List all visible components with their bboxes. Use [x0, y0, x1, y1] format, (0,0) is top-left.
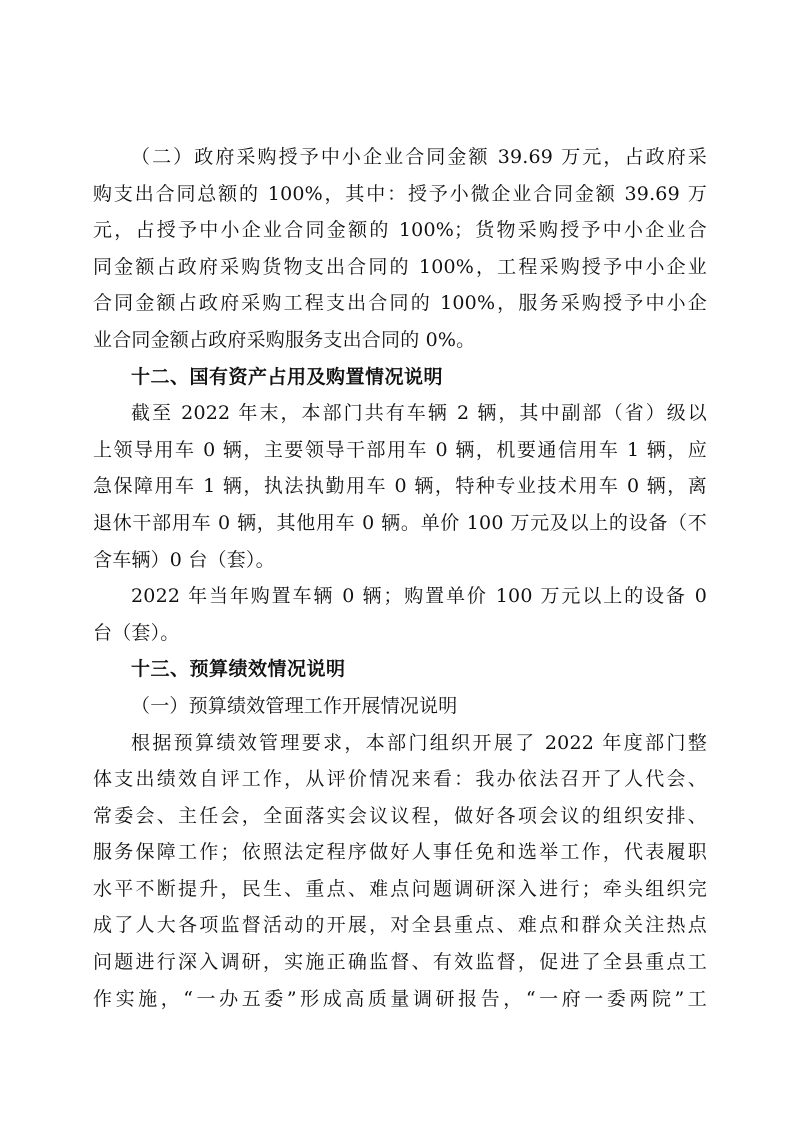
- section-heading-performance: 十三、预算绩效情况说明: [131, 658, 346, 681]
- procurement-paragraph-line: 购支出合同总额的 100%，其中：授予小微企业合同金额 39.69 万: [93, 182, 707, 205]
- purchase-paragraph-line: 2022 年当年购置车辆 0 辆；购置单价 100 万元以上的设备 0: [131, 585, 707, 608]
- procurement-paragraph-line: 合同金额占政府采购工程支出合同的 100%，服务采购授予中小企: [93, 292, 707, 315]
- performance-paragraph-line: 服务保障工作；依照法定程序做好人事任免和选举工作，代表履职: [93, 841, 707, 864]
- procurement-paragraph-line: 元，占授予中小企业合同金额的 100%；货物采购授予中小企业合: [93, 219, 707, 242]
- performance-paragraph-line: 体支出绩效自评工作，从评价情况来看：我办依法召开了人代会、: [93, 768, 707, 791]
- performance-paragraph-line: 成了人大各项监督活动的开展，对全县重点、难点和群众关注热点: [93, 914, 707, 937]
- assets-paragraph-line: 含车辆）0 台（套）。: [93, 548, 275, 571]
- performance-paragraph-line: 根据预算绩效管理要求，本部门组织开展了 2022 年度部门整: [131, 731, 707, 754]
- performance-paragraph-line: 水平不断提升，民生、重点、难点问题调研深入进行；牵头组织完: [93, 877, 707, 900]
- subsection-heading-performance-management: （一）预算绩效管理工作开展情况说明: [131, 694, 458, 717]
- procurement-paragraph-line: 业合同金额占政府采购服务支出合同的 0%。: [93, 328, 476, 351]
- procurement-paragraph-line: （二）政府采购授予中小企业合同金额 39.69 万元，占政府采: [131, 146, 707, 168]
- performance-paragraph-line: 问题进行深入调研，实施正确监督、有效监督，促进了全县重点工: [93, 951, 707, 974]
- assets-paragraph-line: 急保障用车 1 辆，执法执勤用车 0 辆，特种专业技术用车 0 辆，离: [93, 475, 707, 498]
- section-heading-assets: 十二、国有资产占用及购置情况说明: [131, 365, 444, 388]
- assets-paragraph-line: 退休干部用车 0 辆，其他用车 0 辆。单价 100 万元及以上的设备（不: [93, 511, 707, 534]
- procurement-paragraph-line: 同金额占政府采购货物支出合同的 100%，工程采购授予中小企业: [93, 255, 707, 278]
- assets-paragraph-line: 截至 2022 年末，本部门共有车辆 2 辆，其中副部（省）级以: [131, 402, 707, 425]
- document-body: [93, 139, 707, 1017]
- assets-paragraph-line: 上领导用车 0 辆，主要领导干部用车 0 辆，机要通信用车 1 辆，应: [93, 438, 707, 461]
- performance-paragraph-line: 常委会、主任会，全面落实会议议程，做好各项会议的组织安排、: [93, 804, 707, 827]
- purchase-paragraph-line: 台（套）。: [93, 621, 180, 644]
- performance-paragraph-line: 作实施，“一办五委”形成高质量调研报告，“一府一委两院”工: [93, 987, 707, 1010]
